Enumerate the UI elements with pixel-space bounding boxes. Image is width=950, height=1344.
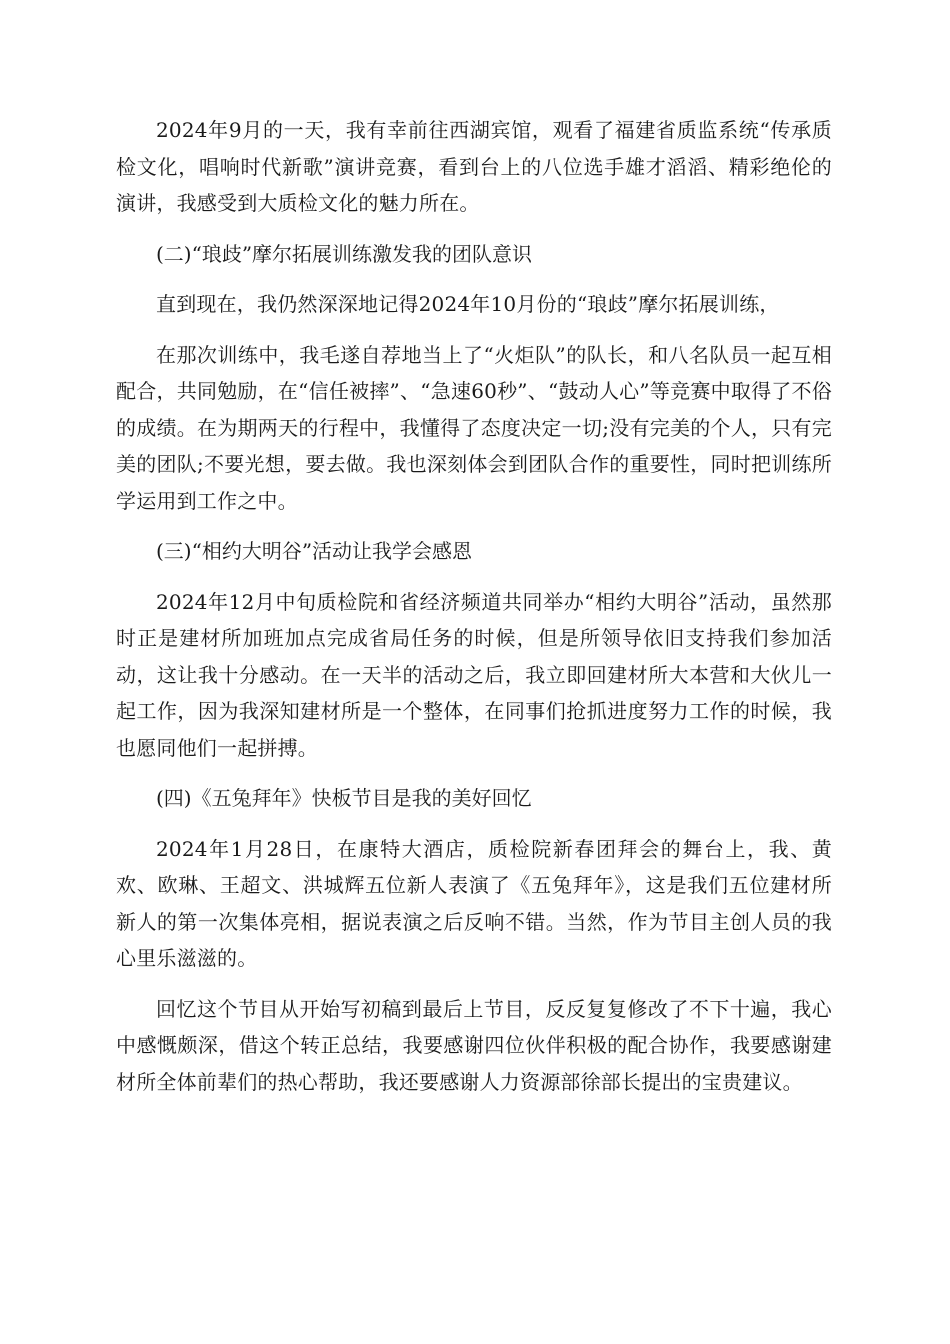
paragraph-xihu-speech: 2024年9月的一天，我有幸前往西湖宾馆，观看了福建省质监系统“传承质检文化，唱响时代新歌”演讲竞赛，看到台上的八位选手雄才滔滔、精彩绝伦的演讲，我感受到大质检文化的魅力所在。 <box>116 118 832 215</box>
section-heading-3: (三)“相约大明谷”活动让我学会感恩 <box>156 539 473 563</box>
paragraph-torch-team: 在那次训练中，我毛遂自荐地当上了“火炬队”的队长，和八名队员一起互相配合，共同勉励，在“信任被摔”、“急速60秒”、“鼓动人心”等竞赛中取得了不俗的成绩。在为期两天的行程中，我懂得了态度决定一切;没有完美的个人，只有完美的团队;不要光想，要去做。我也深刻体会到团队合作的重要性，同时把训练所学运用到工作之中。 <box>116 342 832 513</box>
document-body <box>116 112 832 1100</box>
paragraph-langqi-training: 直到现在，我仍然深深地记得2024年10月份的“琅歧”摩尔拓展训练， <box>156 292 780 316</box>
paragraph-new-year-show: 2024年1月28日，在康特大酒店，质检院新春团拜会的舞台上，我、黄欢、欧琳、王超文、洪城辉五位新人表演了《五兔拜年》，这是我们五位建材所新人的第一次集体亮相，据说表演之后反响不错。当然，作为节目主创人员的我心里乐滋滋的。 <box>116 836 832 970</box>
section-heading-2: (二)“琅歧”摩尔拓展训练激发我的团队意识 <box>156 241 533 266</box>
paragraph-gratitude: 回忆这个节目从开始写初稿到最后上节目，反反复复修改了不下十遍，我心中感慨颇深，借这个转正总结，我要感谢四位伙伴积极的配合协作，我要感谢建材所全体前辈们的热心帮助，我还要感谢人力资源部徐部长提出的宝贵建议。 <box>116 996 832 1094</box>
section-heading-4: (四)《五兔拜年》快板节目是我的美好回忆 <box>156 786 532 810</box>
paragraph-damingu-activity: 2024年12月中旬质检院和省经济频道共同举办“相约大明谷”活动，虽然那时正是建材所加班加点完成省局任务的时候，但是所领导依旧支持我们参加活动，这让我十分感动。在一天半的活动之后，我立即回建材所大本营和大伙儿一起工作，因为我深知建材所是一个整体，在同事们抢抓进度努力工作的时候，我也愿同他们一起拼搏。 <box>116 589 832 760</box>
